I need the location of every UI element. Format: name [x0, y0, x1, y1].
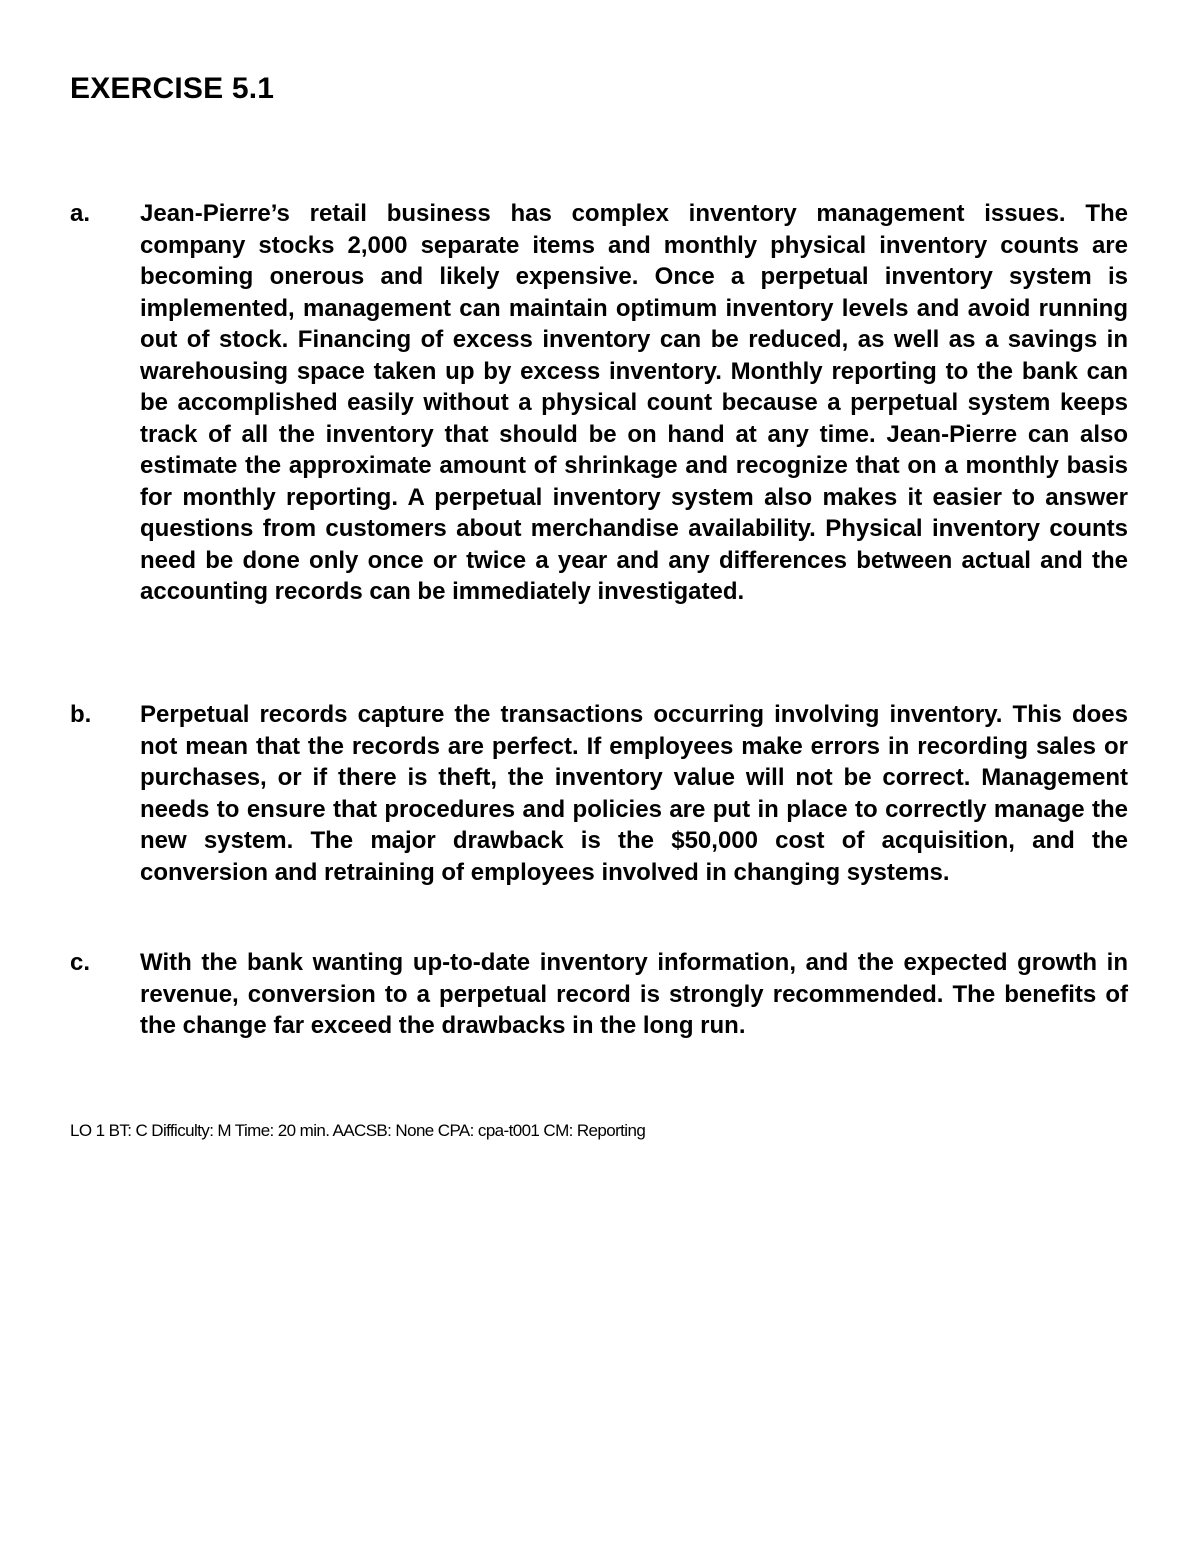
metadata-footer: LO 1 BT: C Difficulty: M Time: 20 min. AACSB: None CPA: cpa-t001 CM: Reporting — [70, 1121, 646, 1140]
answer-item-a — [70, 198, 1128, 608]
item-label-a: a. — [70, 200, 91, 227]
exercise-title: EXERCISE 5.1 — [70, 72, 275, 105]
item-text-a: Jean-Pierre’s retail business has complex inventory management issues. The company stocks 2,000 separate items and monthly physical inventory counts are becoming onerous and likely expensive. Once a perpetual inventory system is implemented, management can maintain optimum inventory levels and avoid running out of stock. Financing of excess inventory can be reduced, as well as a savings in warehousing space taken up by excess inventory. Monthly reporting to the bank can be accomplished easily without a physical count because a perpetual system keeps track of all the inventory that should be on hand at any time. Jean-Pierre can also estimate the approximate amount of shrinkage and recognize that on a monthly basis for monthly reporting. A perpetual inventory system also makes it easier to answer questions from customers about merchandise availability. Physical inventory counts need be done only once or twice a year and any differences between actual and the accounting records can be immediately investigated. — [140, 200, 1128, 605]
answer-item-b — [70, 699, 1128, 888]
item-text-b: Perpetual records capture the transactions occurring involving inventory. This does not mean that the records are perfect. If employees make errors in recording sales or purchases, or if there is theft, the inventory value will not be correct. Management needs to ensure that procedures and policies are put in place to correctly manage the new system. The major drawback is the $50,000 cost of acquisition, and the conversion and retraining of employees involved in changing systems. — [140, 701, 1128, 886]
answer-item-c — [70, 947, 1128, 1042]
item-label-c: c. — [70, 949, 91, 976]
item-text-c: With the bank wanting up-to-date inventory information, and the expected growth in revenue, conversion to a perpetual record is strongly recommended. The benefits of the change far exceed the drawbacks in the long run. — [140, 949, 1128, 1039]
item-label-b: b. — [70, 701, 92, 728]
